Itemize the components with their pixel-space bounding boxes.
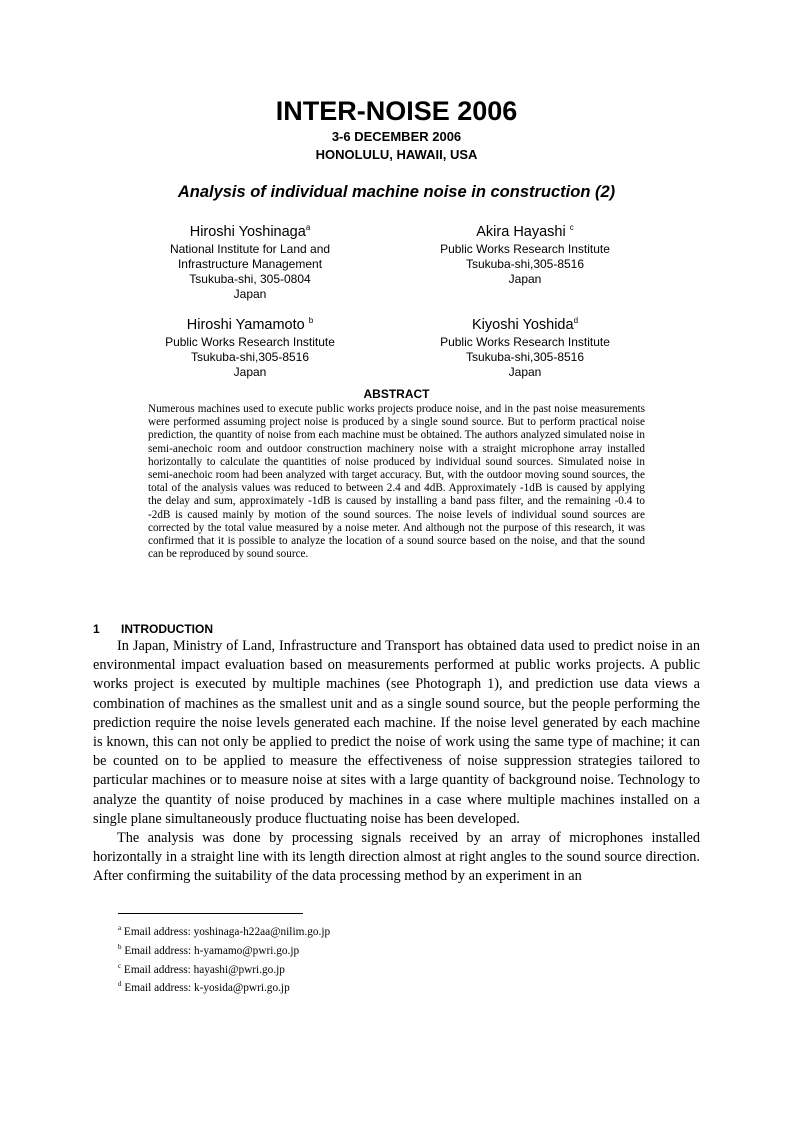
conference-dates: 3-6 DECEMBER 2006 [331,129,462,144]
footnote: $^d$ Email address: k-yosida@pwri.go.jp [118,980,290,995]
footnote-separator [118,913,303,914]
section-heading-introduction [93,622,213,637]
introduction-body [93,637,700,887]
affiliation-line: Japan [508,271,542,286]
affiliation-line: Japan [233,286,267,301]
abstract-text: Numerous machines used to execute public works projects produce noise, and in the past noise measurements were performed assuming project noise is produced by a single sound source. But to perform practical noise prediction, the quantity of noise from each machine must be obtained. The authors analyzed simulated noise in semi-anechoic room and outdoor construction machinery noise with a straight microphone array installed horizontally to calculate the quantities of noise produced by individual sound sources. Simulated noise in semi-anechoic room had been analyzed with target accuracy. But, with the outdoor moving sound sources, the total of the analysis values was reduced to between 2.4 and 4dB. Approximately -1dB is caused by applying the delay and sum, approximately -1dB is caused by installing a band pass filter, and the remaining -0.4 to -2dB is caused mainly by motion of the sound sources. The noise levels of individual sound sources are corrected by the total value measured by a noise meter. And although not the purpose of this research, it was confirmed that it is possible to analyze the location of a sound source based on the noise, and that the sound can be reproduced by sound source. [148,403,645,561]
affiliation-line: Japan [233,364,267,379]
conference-title: INTER-NOISE 2006 [275,96,518,126]
affiliation-line: Public Works Research Institute [440,241,610,256]
footnote-mark: d [118,980,122,989]
affiliation-line: Tsukuba-shi, 305-0804 [189,271,311,286]
author-mark: c [569,223,574,232]
affiliation-line: Public Works Research Institute [440,334,610,349]
affiliation-line: Tsukuba-shi,305-8516 [465,349,585,364]
author-block-hayashi [405,218,645,287]
affiliation-line: Infrastructure Management [177,256,323,271]
section-number: 1 [93,622,100,636]
footnotes [118,921,330,996]
author-mark: d [573,316,579,325]
footnote: $^c$ Email address: hayashi@pwri.go.jp [118,961,285,976]
paper-title: Analysis of individual machine noise in construction (2) [177,183,616,201]
author-name: Hiroshi Yoshinaga$^a$ [189,223,311,240]
affiliation-line: Tsukuba-shi,305-8516 [190,349,310,364]
affiliation-line: National Institute for Land and [169,241,331,256]
conference-location: HONOLULU, HAWAII, USA [315,147,478,162]
affiliation-line: Public Works Research Institute [165,334,335,349]
author-mark: a [305,223,311,232]
footnote-mark: b [118,942,122,951]
affiliation-line: Tsukuba-shi,305-8516 [465,256,585,271]
footnote-mark: c [118,961,122,970]
body-paragraph: The analysis was done by processing signals received by an array of microphones installed horizontally in a straight line with its length direction almost at right angles to the sound source direction. After confirming the suitability of the data processing method by an experiment in an [93,830,700,885]
footnote: $^b$ Email address: h-yamamo@pwri.go.jp [118,942,300,957]
author-block-yamamoto [130,311,370,380]
author-block-yoshida [405,311,645,380]
author-name: Kiyoshi Yoshida$^d$ [471,316,579,333]
affiliation-line: Japan [508,364,542,379]
author-block-yoshinaga [130,218,370,302]
section-title: INTRODUCTION [121,622,213,636]
abstract-heading: ABSTRACT [363,387,430,401]
footnote-mark: a [118,924,122,932]
author-mark: b [308,316,314,325]
body-paragraph: In Japan, Ministry of Land, Infrastructure and Transport has obtained data used to predict noise in an environmental impact evaluation based on measurements performed at public works projects. A public works project is executed by multiple machines (see Photograph 1), and prediction use data views a combination of machines as the smallest unit and as a single sound source, but the people performing the prediction require the noise levels generated each machine. If the noise level generated by each machine is known, this can not only be applied to predict the noise of work using the same type of machine; it can be counted on to be applied to measure the effectiveness of noise suppression strategies tailored to particular machines or to measure noise at sites with a large quantity of background noise. Technology to analyze the quantity of noise produced by machines in a case where multiple machines installed on a single plane simultaneously produce fluctuating noise has been developed. [93,638,700,827]
author-name: Hiroshi Yamamoto $^b$ [186,316,314,333]
footnote: $^a$ Email address: yoshinaga-h22aa@nilim.go.jp [118,924,331,938]
author-name: Akira Hayashi $^c$ [476,223,574,240]
